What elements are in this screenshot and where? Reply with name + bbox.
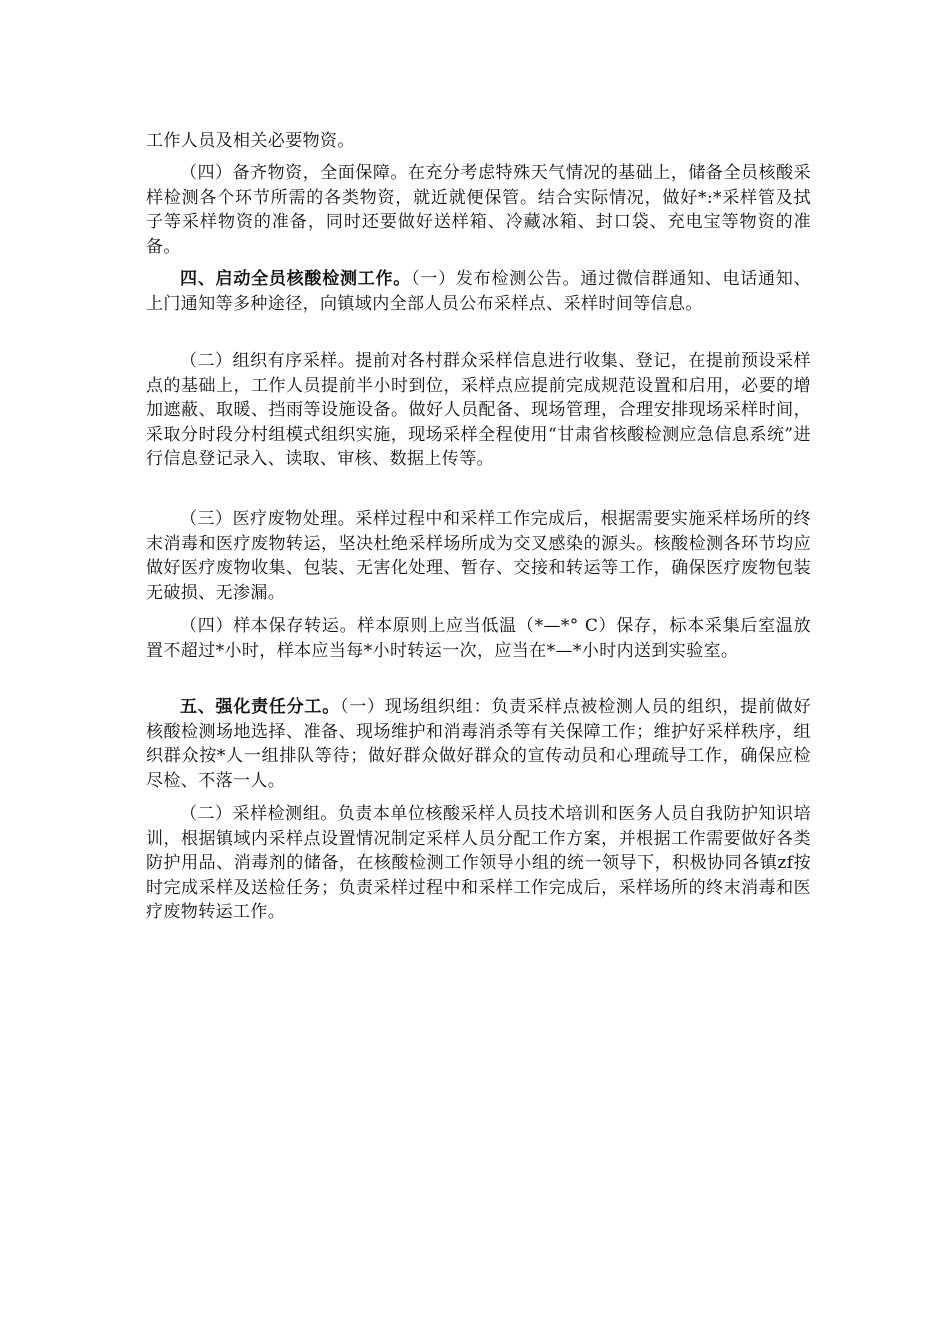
paragraph-text: （四）备齐物资，全面保障。在充分考虑特殊天气情况的基础上，储备全员核酸采样检测各个环节所需的各类物资，就近就便保管。结合实际情况，做好*:*采样管及拭子等采样物资的准备，同时还要做好送样箱、冷藏冰箱、封口袋、充电宝等物资的准备。 xyxy=(146,163,811,257)
section-five-paragraph xyxy=(146,695,811,793)
paragraph-sample-storage xyxy=(146,614,811,663)
paragraph-orderly-sampling xyxy=(146,349,811,472)
paragraph-supplies xyxy=(146,161,811,259)
section-heading: 四、启动全员核酸检测工作。 xyxy=(180,269,412,289)
paragraph-text: （四）样本保存转运。样本原则上应当低温（*—*° C）保存，标本采集后室温放置不超过*小时，样本应当每*小时转运一次，应当在*—*小时内送到实验室。 xyxy=(146,616,811,661)
section-heading: 五、强化责任分工。 xyxy=(180,697,340,717)
paragraph-medical-waste xyxy=(146,507,811,605)
paragraph-text: （一）现场组织组：负责采样点被检测人员的组织，提前做好核酸检测场地选择、准备、现场维护和消毒消杀等有关保障工作；维护好采样秩序，组织群众按*人一组排队等待；做好群众做好群众的宣传动员和心理疏导工作，确保应检尽检、不落一人。 xyxy=(146,697,811,791)
section-four-paragraph xyxy=(146,267,811,316)
paragraph-text: （二）组织有序采样。提前对各村群众采样信息进行收集、登记，在提前预设采样点的基础上，工作人员提前半小时到位，采样点应提前完成规范设置和启用，必要的增加遮蔽、取暖、挡雨等设施设备。做好人员配备、现场管理，合理安排现场采样时间，采取分时段分村组模式组织实施，现场采样全程使用“甘肃省核酸检测应急信息系统”进行信息登记录入、读取、审核、数据上传等。 xyxy=(146,351,811,469)
paragraph-continuation xyxy=(146,129,811,154)
paragraph-text: （三）医疗废物处理。采样过程中和采样工作完成后，根据需要实施采样场所的终末消毒和医疗废物转运，坚决杜绝采样场所成为交叉感染的源头。核酸检测各环节均应做好医疗废物收集、包装、无害化处理、暂存、交接和转运等工作，确保医疗废物包装无破损、无渗漏。 xyxy=(146,509,811,603)
paragraph-text: 工作人员及相关必要物资。 xyxy=(146,131,355,151)
paragraph-testing-group xyxy=(146,802,811,925)
paragraph-text: （一）发布检测公告。通过微信群通知、电话通知、上门通知等多种途径，向镇域内全部人员公布采样点、采样时间等信息。 xyxy=(146,269,812,314)
paragraph-text: （二）采样检测组。负责本单位核酸采样人员技术培训和医务人员自我防护知识培训，根据镇域内采样点设置情况制定采样人员分配工作方案，并根据工作需要做好各类防护用品、消毒剂的储备，在核酸检测工作领导小组的统一领导下，积极协同各镇zf按时完成采样及送检任务；负责采样过程中和采样工作完成后，采样场所的终末消毒和医疗废物转运工作。 xyxy=(146,804,811,922)
